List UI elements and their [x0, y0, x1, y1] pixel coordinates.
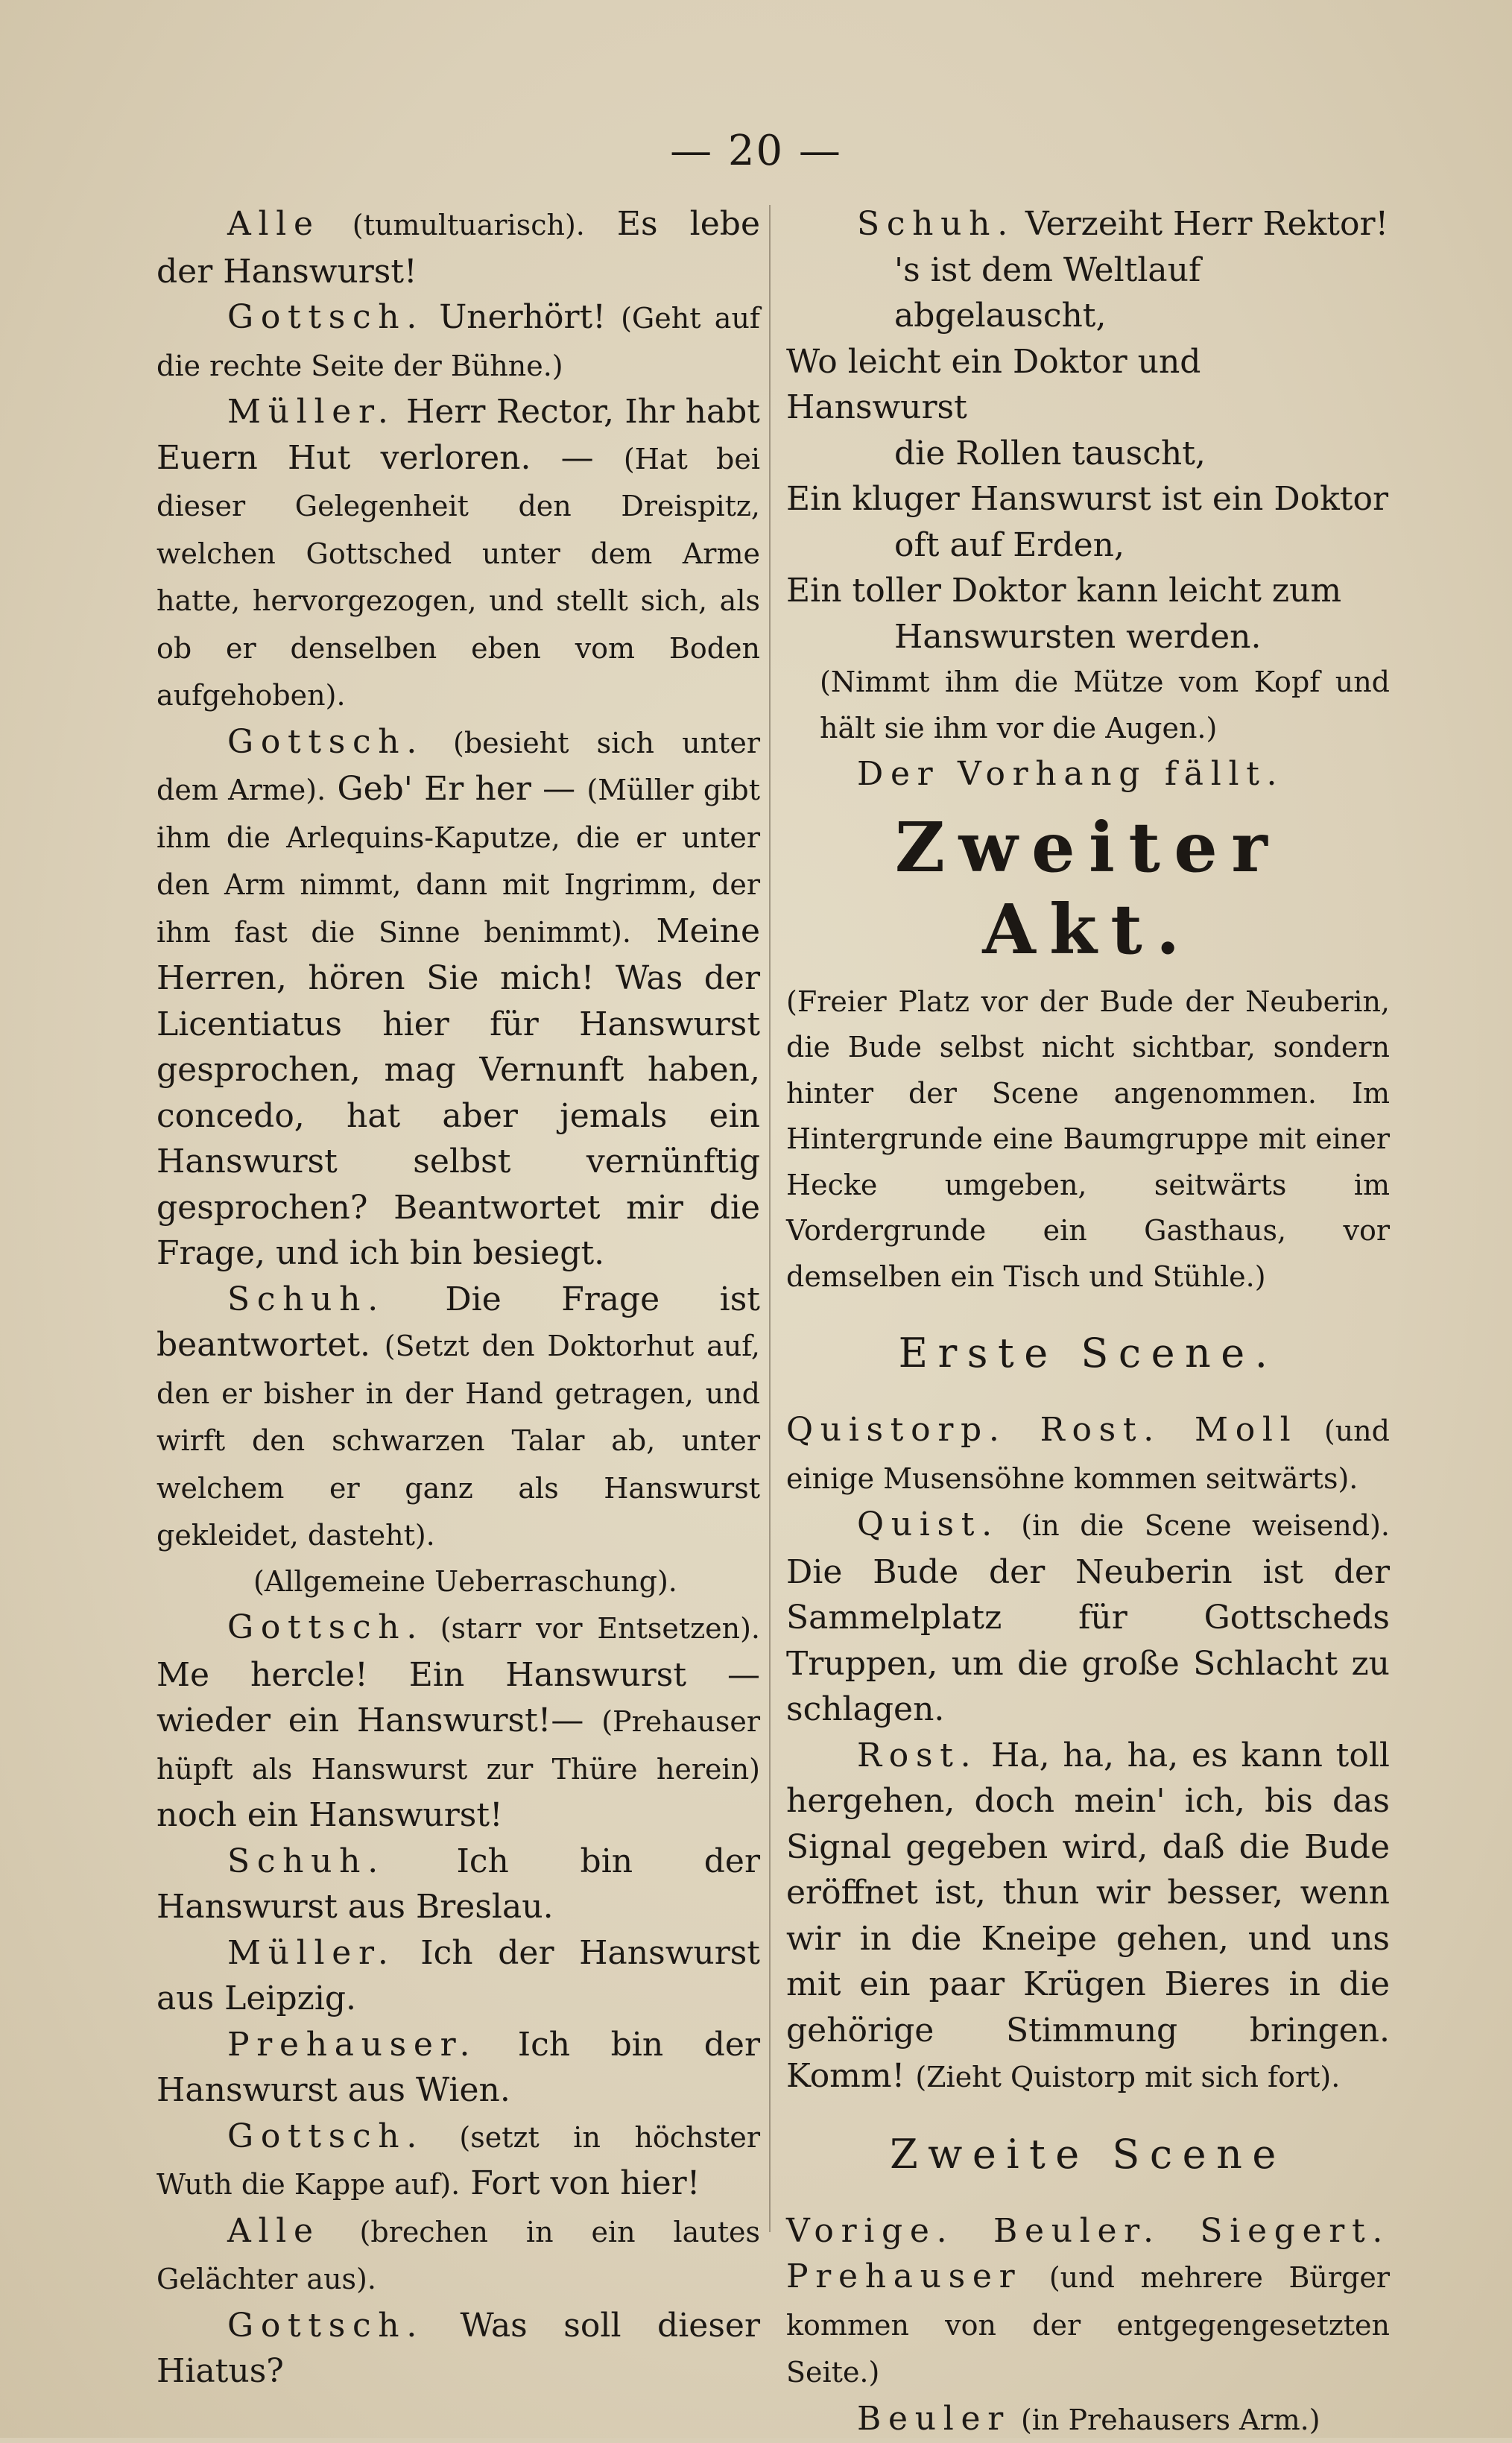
- speaker-name: Quist.: [857, 1505, 999, 1543]
- speaker-name: Schuh.: [227, 1842, 385, 1880]
- speaker-name: Gottsch.: [227, 298, 424, 336]
- dialogue-line: [786, 2396, 1390, 2443]
- verse-block: [786, 247, 1390, 660]
- verse-line: Hanswursten werden.: [786, 614, 1390, 660]
- spoken-text: Geb' Er her —: [337, 770, 575, 808]
- speaker-name: Alle: [227, 2212, 320, 2250]
- dialogue-line: [156, 1605, 760, 1839]
- spoken-text: Die Frage ist beantwortet.: [156, 1280, 760, 1365]
- stage-direction: (brechen in ein lautes Gelächter aus).: [156, 2216, 760, 2296]
- verse-line: Wo leicht ein Doktor und Hanswurst: [786, 339, 1390, 431]
- stage-direction: (Müller gibt ihm die Arlequins-Kaputze, die er unter den Arm nimmt, dann mit Ingrimm, der ihm fast die Sinne benimmt).: [156, 774, 760, 949]
- page-number: — 20 —: [0, 127, 1512, 175]
- dialogue-line: [156, 719, 760, 1277]
- dialogue-line: [156, 2114, 760, 2208]
- verse-line: oft auf Erden,: [786, 522, 1390, 569]
- curtain-line: Der Vorhang fällt.: [786, 751, 1390, 797]
- dialogue-line: [156, 2022, 760, 2114]
- speaker-name: Gottsch.: [227, 1608, 424, 1646]
- stage-direction: (Zieht Quistorp mit sich fort).: [915, 2061, 1340, 2093]
- column-divider: [769, 205, 771, 2232]
- spoken-text: Ich bin der Hanswurst aus Wien.: [156, 2026, 760, 2110]
- scene-cast: [786, 2208, 1390, 2396]
- stage-direction: (tumultuarisch).: [352, 209, 585, 241]
- dialogue-line: [786, 1733, 1390, 2101]
- stage-direction: (Geht auf die rechte Seite der Bühne.): [156, 302, 760, 382]
- spoken-text: Es lebe der Hanswurst!: [156, 205, 760, 291]
- speaker-name: Müller.: [227, 1934, 396, 1972]
- spoken-text: Meine Herren, hören Sie mich! Was der Licentiatus hier für Hanswurst gesprochen, mag Vernunft haben, concedo, hat aber jemals ein Hanswurst selbst vernünftig gesprochen? Beantwortet mir die Frage, und ich bin besiegt.: [156, 912, 760, 1273]
- spoken-text: Me hercle! Ein Hanswurst — wieder ein Hanswurst!—: [156, 1656, 760, 1740]
- spoken-text: Ich bin der Hanswurst aus Breslau.: [156, 1842, 760, 1927]
- dialogue-line: [156, 1839, 760, 1930]
- stage-direction: (Prehauser hüpft als Hanswurst zur Thüre herein): [156, 1705, 760, 1786]
- spoken-text: Ich der Hanswurst aus Leipzig.: [156, 1934, 760, 2018]
- speaker-name: Beuler: [857, 2400, 1010, 2438]
- right-column: [786, 201, 1390, 2443]
- dialogue-line: [786, 1502, 1390, 1733]
- speaker-name: Schuh.: [857, 205, 1015, 243]
- dialogue-line: [156, 1930, 760, 2022]
- stage-direction: (Allgemeine Ueberraschung).: [156, 1559, 760, 1605]
- verse-line: 's ist dem Weltlauf abgelauscht,: [786, 247, 1390, 339]
- spoken-text: Unerhört!: [439, 298, 606, 336]
- act-stage-direction: (Freier Platz vor der Bude der Neuberin, die Bude selbst nicht sichtbar, sondern hinter der Scene angenommen. Im Hintergrunde eine Baumgruppe mit einer Hecke umgeben, seitwärts im Vordergrunde ein Gasthaus, vor demselben ein Tisch und Stühle.): [786, 979, 1390, 1300]
- speaker-name: Gottsch.: [227, 2307, 424, 2345]
- stage-direction: (starr vor Entsetzen).: [440, 1612, 760, 1645]
- stage-direction: (besieht sich unter dem Arme).: [156, 727, 760, 807]
- dialogue-line: [786, 201, 1390, 247]
- dialogue-line: [156, 1277, 760, 1559]
- stage-direction: (und einige Musensöhne kommen seitwärts).: [786, 1415, 1390, 1495]
- stage-direction: (und mehrere Bürger kommen von der entgegengesetzten Seite.): [786, 2261, 1390, 2389]
- act-title: Zweiter Akt.: [786, 806, 1390, 970]
- dialogue-line: [156, 2303, 760, 2395]
- dialogue-line: [156, 294, 760, 389]
- spoken-text: Was soll dieser Hiatus?: [156, 2307, 760, 2391]
- speaker-name: Gottsch.: [227, 723, 424, 761]
- spoken-text: Fort von hier!: [470, 2164, 700, 2202]
- stage-direction: (setzt in höchster Wuth die Kappe auf).: [156, 2121, 760, 2202]
- left-column: [156, 201, 760, 2395]
- verse-line: Ein kluger Hanswurst ist ein Doktor: [786, 476, 1390, 522]
- scene-title: Erste Scene.: [786, 1324, 1390, 1383]
- stage-direction: (in die Scene weisend).: [1021, 1509, 1390, 1542]
- verse-line: Ein toller Doktor kann leicht zum: [786, 568, 1390, 614]
- spoken-text: noch ein Hanswurst!: [156, 1796, 503, 1834]
- spoken-text: Verzeiht Herr Rektor!: [1025, 205, 1388, 243]
- stage-direction: (in Prehausers Arm.): [1021, 2404, 1320, 2436]
- speaker-name: Schuh.: [227, 1280, 385, 1318]
- spoken-text: Die Bude der Neuberin ist der Sammelplatz für Gottscheds Truppen, um die große Schlacht zu schlagen.: [786, 1553, 1390, 1729]
- speaker-name: Müller.: [227, 393, 396, 431]
- stage-direction: (Setzt den Doktorhut auf, den er bisher in der Hand getragen, und wirft den schwarzen Talar ab, unter welchem er ganz als Hanswurst gekleidet, dasteht).: [156, 1330, 760, 1552]
- scene-cast: [786, 1407, 1390, 1502]
- spoken-text: Herr Rector, Ihr habt Euern Hut verloren. —: [156, 393, 760, 477]
- stage-direction: (Hat bei dieser Gelegenheit den Dreispitz, welchen Gottsched unter dem Arme hatte, hervorgezogen, und stellt sich, als ob er denselben eben vom Boden aufgehoben).: [156, 443, 760, 712]
- stage-direction: (Nimmt ihm die Mütze vom Kopf und hält sie ihm vor die Augen.): [786, 660, 1390, 751]
- cast-names: Vorige. Beuler. Siegert. Prehauser: [786, 2212, 1390, 2296]
- speaker-name: Gottsch.: [227, 2117, 424, 2155]
- dialogue-line: [156, 2208, 760, 2303]
- speaker-name: Alle: [227, 205, 320, 243]
- cast-names: Quistorp. Rost. Moll: [786, 1411, 1297, 1449]
- speaker-name: Rost.: [857, 1736, 978, 1774]
- speaker-name: Prehauser.: [227, 2026, 477, 2064]
- scene-title: Zweite Scene: [786, 2125, 1390, 2184]
- dialogue-line: [156, 389, 760, 719]
- verse-line: die Rollen tauscht,: [786, 431, 1390, 477]
- dialogue-line: [156, 201, 760, 294]
- spoken-text: Ha, ha, ha, es kann toll hergehen, doch mein' ich, bis das Signal gegeben wird, daß die Bude eröffnet ist, thun wir besser, wenn wir in die Kneipe gehen, und uns mit ein paar Krügen Bieres in die gehörige Stimmung bringen. Komm!: [786, 1736, 1390, 2096]
